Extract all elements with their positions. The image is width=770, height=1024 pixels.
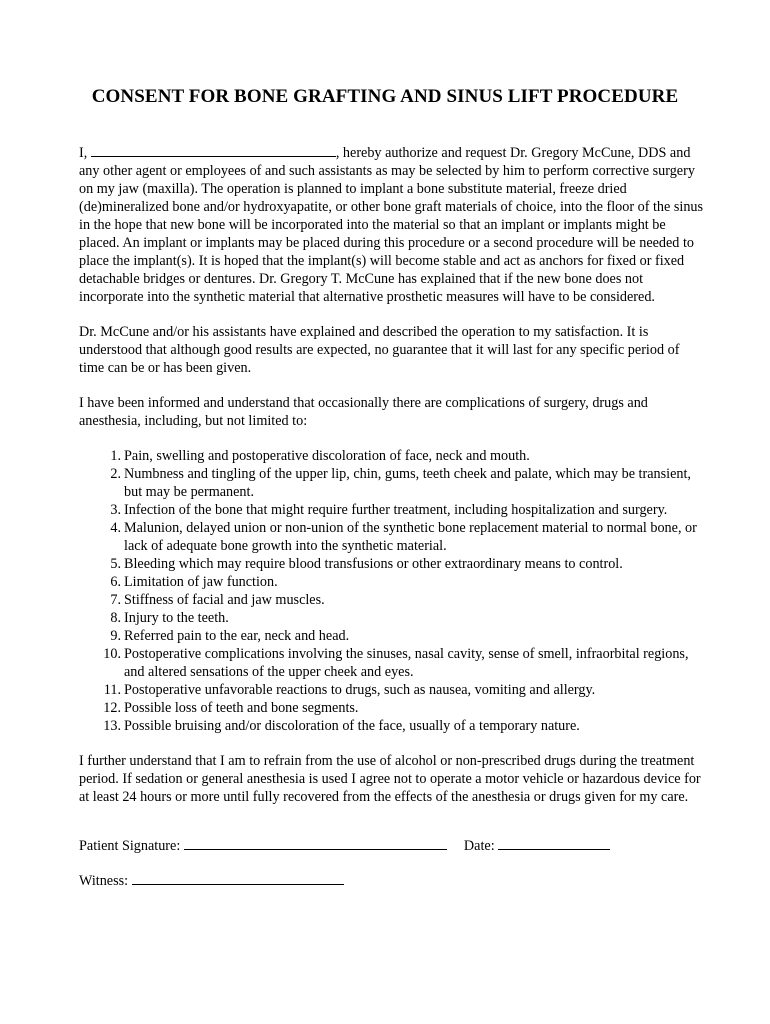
list-item bbox=[79, 627, 707, 645]
list-item-number: 4. bbox=[110, 520, 121, 536]
list-item-text: Malunion, delayed union or non-union of the synthetic bone replacement material to normal bone, or lack of adequate bone growth into the synthetic material. bbox=[124, 520, 697, 554]
list-item bbox=[79, 501, 707, 519]
intro-paragraph bbox=[79, 143, 707, 306]
list-item bbox=[79, 519, 707, 555]
date-field[interactable] bbox=[498, 836, 610, 850]
list-item bbox=[79, 447, 707, 465]
list-item-number: 10. bbox=[103, 646, 121, 662]
list-item-text: Numbness and tingling of the upper lip, chin, gums, teeth cheek and palate, which may be transient, but may be permanent. bbox=[124, 466, 691, 500]
list-item bbox=[79, 609, 707, 627]
list-item-text: Stiffness of facial and jaw muscles. bbox=[124, 592, 325, 608]
list-item-number: 3. bbox=[110, 502, 121, 518]
list-item-number: 6. bbox=[110, 574, 121, 590]
list-item-text: Possible bruising and/or discoloration of the face, usually of a temporary nature. bbox=[124, 718, 580, 734]
list-item-number: 13. bbox=[103, 718, 121, 734]
list-item bbox=[79, 573, 707, 591]
list-item-text: Pain, swelling and postoperative discoloration of face, neck and mouth. bbox=[124, 448, 530, 464]
complications-intro-paragraph: I have been informed and understand that occasionally there are complications of surgery, drugs and anesthesia, including, but not limited to: bbox=[79, 395, 648, 429]
list-item-text: Possible loss of teeth and bone segments. bbox=[124, 700, 359, 716]
list-item-number: 7. bbox=[110, 592, 121, 608]
list-item bbox=[79, 681, 707, 699]
patient-signature-label: Patient Signature: bbox=[79, 838, 181, 854]
intro-text: , hereby authorize and request Dr. Gregory McCune, DDS and any other agent or employees of and such assistants as may be selected by him to perform corrective surgery on my jaw (maxilla). The operation is planned to implant a bone substitute material, freeze dried (de)mineralized bone and/or hydroxyapatite, or other bone graft materials of choice, into the floor of the sinus in the hope that new bone will be incorporated into the material so that an implant or implants might be placed. An implant or implants may be placed during this procedure or a second procedure will be needed to place the implant(s). It is hoped that the implant(s) will become stable and act as anchors for fixed or fixed detachable bridges or dentures. Dr. Gregory T. McCune has explained that if the new bone does not incorporate into the synthetic material that alternative prosthetic measures will have to be considered. bbox=[79, 145, 704, 305]
document-body bbox=[79, 143, 707, 890]
list-item-number: 2. bbox=[110, 466, 121, 482]
list-item bbox=[79, 591, 707, 609]
patient-signature-field[interactable] bbox=[184, 836, 447, 850]
list-item-text: Limitation of jaw function. bbox=[124, 574, 278, 590]
list-item-number: 12. bbox=[103, 700, 121, 716]
list-item bbox=[79, 465, 707, 501]
intro-prefix: I, bbox=[79, 145, 88, 161]
list-item bbox=[79, 699, 707, 717]
list-item-number: 1. bbox=[110, 448, 121, 464]
list-item-text: Infection of the bone that might require further treatment, including hospitalization and surgery. bbox=[124, 502, 668, 518]
restrictions-paragraph: I further understand that I am to refrain from the use of alcohol or non-prescribed drugs during the treatment period. If sedation or general anesthesia is used I agree not to operate a motor vehicle or hazardous device for at least 24 hours or more until fully recovered from the effects of the anesthesia or drugs given for my care. bbox=[79, 753, 701, 805]
list-item-text: Bleeding which may require blood transfusions or other extraordinary means to control. bbox=[124, 556, 623, 572]
list-item-text: Postoperative complications involving the sinuses, nasal cavity, sense of smell, infraorbital regions, and altered sensations of the upper cheek and eyes. bbox=[124, 646, 689, 680]
signature-row bbox=[79, 836, 707, 855]
witness-label: Witness: bbox=[79, 873, 129, 889]
list-item-number: 11. bbox=[103, 682, 121, 698]
list-item bbox=[79, 555, 707, 573]
date-label: Date: bbox=[463, 838, 495, 854]
list-item-text: Injury to the teeth. bbox=[124, 610, 229, 626]
witness-row bbox=[79, 871, 707, 890]
document-title: CONSENT FOR BONE GRAFTING AND SINUS LIFT PROCEDURE bbox=[91, 86, 679, 107]
patient-name-field[interactable] bbox=[91, 143, 336, 157]
list-item bbox=[79, 717, 707, 735]
complications-list bbox=[79, 447, 707, 735]
list-item-text: Postoperative unfavorable reactions to drugs, such as nausea, vomiting and allergy. bbox=[124, 682, 596, 698]
explanation-paragraph: Dr. McCune and/or his assistants have explained and described the operation to my satisfaction. It is understood that although good results are expected, no guarantee that it will last for any specific period of time can be or has been given. bbox=[79, 324, 680, 376]
list-item-number: 5. bbox=[110, 556, 121, 572]
list-item-number: 9. bbox=[110, 628, 121, 644]
list-item-text: Referred pain to the ear, neck and head. bbox=[124, 628, 350, 644]
list-item bbox=[79, 645, 707, 681]
list-item-number: 8. bbox=[110, 610, 121, 626]
witness-signature-field[interactable] bbox=[132, 871, 344, 885]
